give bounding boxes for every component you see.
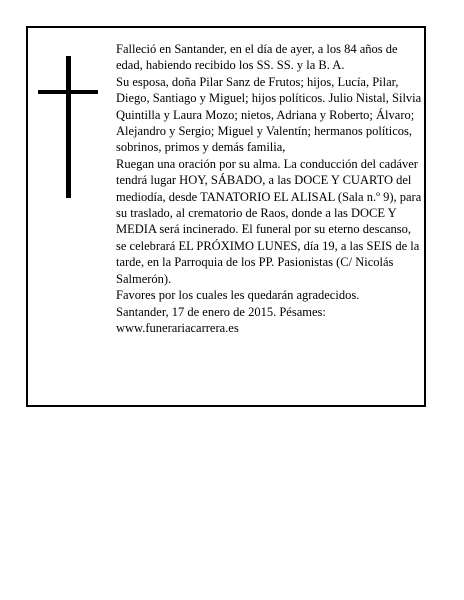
latin-cross-icon [38,56,98,198]
obituary-paragraph-thanks: Favores por los cuales les quedarán agradecidos. [116,288,360,303]
cross-horizontal-bar [38,90,98,94]
obituary-paragraph-place-date: Santander, 17 de enero de 2015. Pésames: www.funerariacarrera.es [116,304,326,335]
obituary-paragraph-death: Falleció en Santander, en el día de ayer, a los 84 años de edad, habiendo recibido los SS. SS. y la B. A. [116,42,398,73]
cross-vertical-bar [66,56,71,198]
obituary-paragraph-ceremony: Ruegan una oración por su alma. La conducción del cadáver tendrá lugar HOY, SÁBADO, a las DOCE Y CUARTO del mediodía, desde TANATORIO EL ALISAL (Sala n.º 9), para su traslado, al crematorio de Raos, donde a las DOCE Y MEDIA será incinerado. El funeral por su eterno descanso, se celebrará EL PRÓXIMO LUNES, día 19, a las SEIS de la tarde, en la Parroquia de los PP. Pasionistas (C/ Nicolás Salmerón). [116,156,422,286]
obituary-notice [26,26,426,407]
obituary-text [116,41,422,336]
obituary-paragraph-family: Su esposa, doña Pilar Sanz de Frutos; hijos, Lucía, Pilar, Diego, Santiago y Miguel; hijos políticos. Julio Nistal, Silvia Quintilla y Laura Mozo; nietos, Adriana y Roberto; Álvaro; Alejandro y Sergio; Miguel y Valentín; hermanos políticos, sobrinos, primos y demás familia, [116,74,422,155]
